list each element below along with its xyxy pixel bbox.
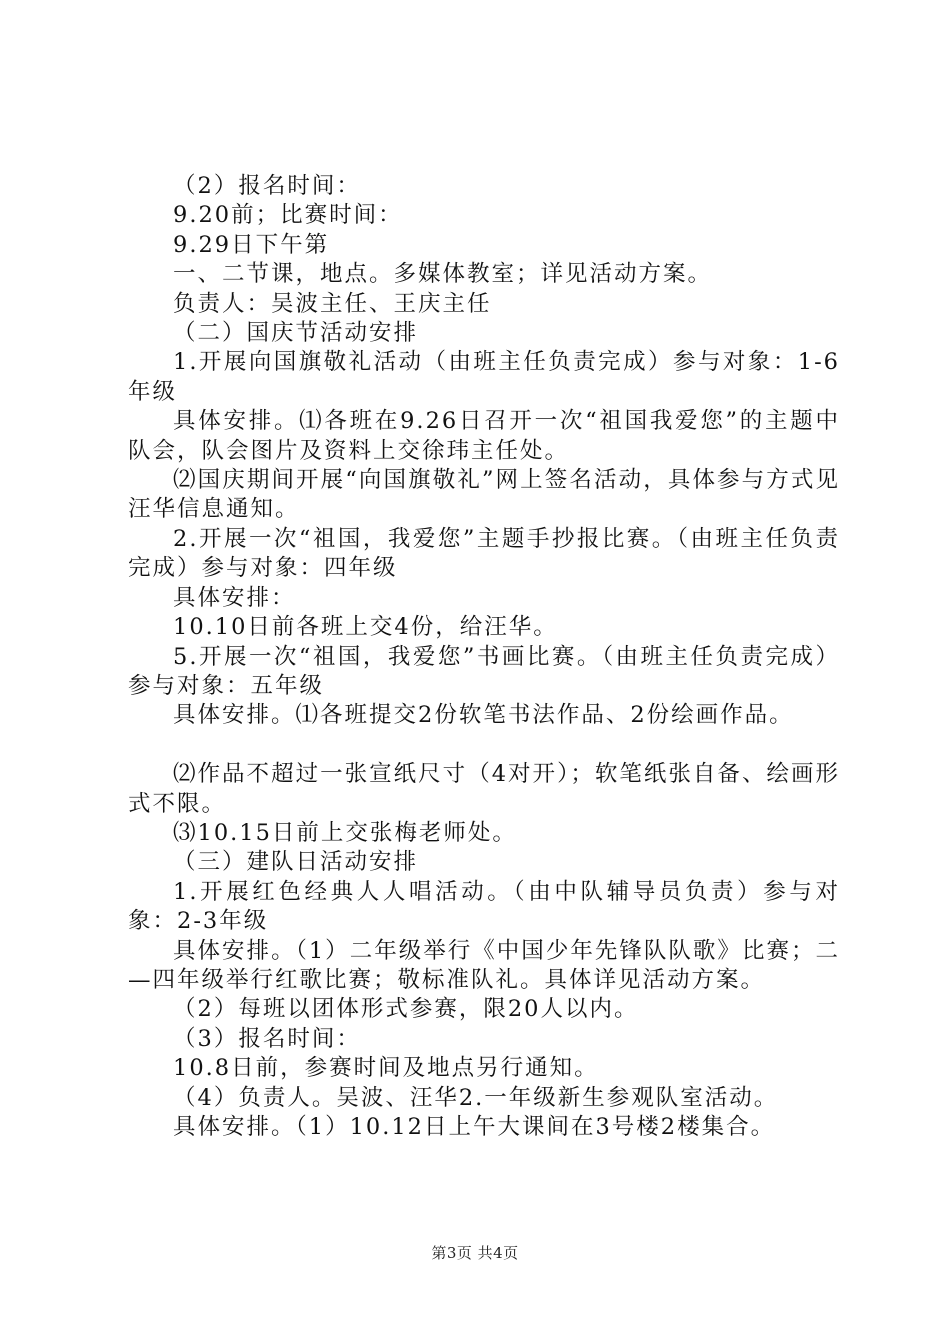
- paragraph-handwritten-newspaper: 2.开展一次“祖国，我爱您”主题手抄报比赛。（由班主任负责完成）参与对象：四年级: [128, 525, 840, 582]
- paragraph-red-songs: 1.开展红色经典人人唱活动。（由中队辅导员负责）参与对象：2-3年级: [128, 878, 840, 935]
- paragraph-location: 一、二节课，地点。多媒体教室；详见活动方案。: [173, 261, 713, 288]
- paragraph-registration-time: （2）报名时间：: [173, 173, 361, 199]
- paragraph-submission-deadline: 10.10日前各班上交4份，给汪华。: [173, 614, 558, 641]
- paragraph-flag-salute: 1.开展向国旗敬礼活动（由班主任负责完成）参与对象：1-6年级: [128, 349, 840, 405]
- paragraph-deadline-notice: 10.8日前，参赛时间及地点另行通知。: [173, 1055, 599, 1082]
- paragraph-registration-time-2: （3）报名时间：: [173, 1025, 361, 1052]
- paragraph-team-entry: （2）每班以团体形式参赛，限20人以内。: [173, 996, 639, 1023]
- page-number-footer: 第3页 共4页: [431, 1244, 519, 1262]
- paragraph-competition-time: 9.20前；比赛时间：: [173, 202, 403, 229]
- paragraph-artwork-size: ⑵作品不超过一张宣纸尺寸（4对开）；软笔纸张自备、绘画形式不限。: [128, 761, 840, 817]
- paragraph-class-meeting: 具体安排。⑴各班在9.26日召开一次“祖国我爱您”的主题中队会，队会图片及资料上交徐玮主任处。: [128, 408, 840, 464]
- paragraph-responsible-persons: 负责人：吴波主任、王庆主任: [173, 290, 492, 317]
- paragraph-arrangement-label: 具体安排：: [173, 584, 296, 611]
- section-heading-team-day: （三）建队日活动安排: [173, 849, 419, 876]
- paragraph-competition-date: 9.29日下午第: [173, 231, 330, 258]
- paragraph-online-signature: ⑵国庆期间开展“向国旗敬礼”网上签名活动，具体参与方式见汪华信息通知。: [128, 467, 840, 523]
- document-body: [128, 172, 840, 1142]
- blank-line: [128, 731, 840, 760]
- paragraph-gathering: 具体安排。（1）10.12日上午大课间在3号楼2楼集合。: [173, 1113, 776, 1140]
- section-heading-national-day: （二）国庆节活动安排: [173, 320, 419, 347]
- paragraph-teacher-submission: ⑶10.15日前上交张梅老师处。: [173, 819, 517, 846]
- paragraph-calligraphy-contest: 5.开展一次“祖国，我爱您”书画比赛。（由班主任负责完成）参与对象：五年级: [128, 643, 840, 699]
- paragraph-responsible-visit: （4）负责人。吴波、汪华2.一年级新生参观队室活动。: [173, 1084, 779, 1111]
- paragraph-song-contest: 具体安排。（1）二年级举行《中国少年先锋队队歌》比赛；二—四年级举行红歌比赛；敬标准队礼。具体详见活动方案。: [128, 937, 840, 993]
- paragraph-artwork-submission: 具体安排。⑴各班提交2份软笔书法作品、2份绘画作品。: [173, 702, 794, 729]
